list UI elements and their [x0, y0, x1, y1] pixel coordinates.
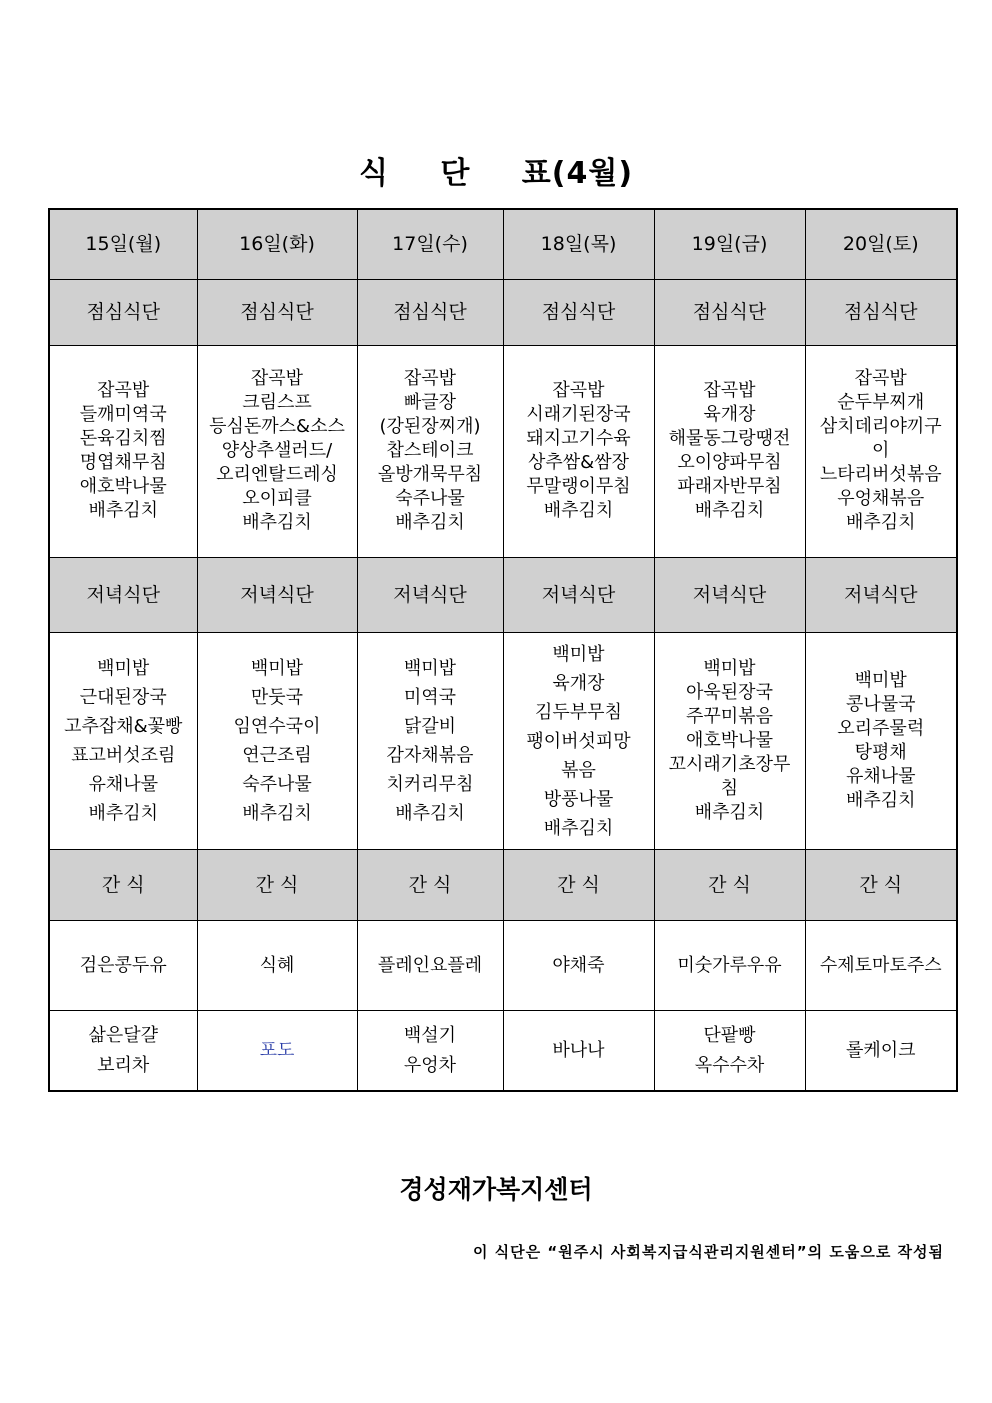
menu-item: 연근조림 — [242, 745, 312, 767]
center-name: 경성재가복지센터 — [399, 1175, 593, 1204]
menu-item: 닭갈비 — [403, 716, 457, 738]
snack-item: 검은콩두유 — [49, 921, 197, 1011]
snack-item: 보리차 — [97, 1054, 150, 1076]
snack-header: 간 식 — [654, 850, 805, 921]
menu-item: 만둣국 — [250, 687, 304, 709]
snack-cell — [503, 1011, 654, 1091]
menu-item: 육개장 — [703, 404, 756, 426]
snack-item: 단팥빵 — [703, 1024, 756, 1046]
lunch-cell — [49, 345, 197, 557]
day-header: 18일(목) — [503, 209, 654, 279]
menu-item: 오리엔탈드레싱 — [216, 464, 338, 486]
snack-header: 간 식 — [503, 850, 654, 921]
menu-item: 백미밥 — [552, 643, 605, 665]
snack-row-2 — [49, 1011, 957, 1091]
menu-item: 김두부무침 — [535, 701, 622, 723]
meal-plan-table — [48, 208, 958, 1092]
snack-item: 삶은달걀 — [88, 1024, 159, 1046]
dinner-cell — [654, 632, 805, 849]
day-header: 20일(토) — [805, 209, 957, 279]
menu-item: 백미밥 — [97, 658, 150, 680]
snack-cell — [654, 1011, 805, 1091]
menu-item: 오리주물럭 — [837, 718, 925, 740]
menu-item: 크림스프 — [242, 392, 312, 414]
menu-item: 시래기된장국 — [526, 404, 631, 426]
dinner-header-row — [49, 557, 957, 632]
snack-item: 미숫가루우유 — [654, 921, 805, 1011]
snack-header: 간 식 — [49, 850, 197, 921]
menu-item: 배추김치 — [88, 500, 159, 522]
date-header-row — [49, 209, 957, 279]
menu-item: 잡곡밥 — [250, 368, 304, 390]
snack-item: 수제토마토주스 — [805, 921, 957, 1011]
menu-item: 표고버섯조림 — [71, 745, 176, 767]
menu-item: 치커리무침 — [386, 774, 474, 796]
dinner-header: 저녁식단 — [357, 557, 503, 632]
dinner-header: 저녁식단 — [654, 557, 805, 632]
menu-item: 유채나물 — [845, 766, 916, 788]
menu-item: 콩나물국 — [845, 694, 916, 716]
dinner-header: 저녁식단 — [503, 557, 654, 632]
snack-header-row — [49, 850, 957, 921]
lunch-header: 점심식단 — [805, 279, 957, 345]
menu-item: 오이양파무침 — [677, 452, 782, 474]
menu-item: 고추잡채&꽃빵 — [64, 716, 183, 738]
dinner-row — [49, 632, 957, 849]
menu-item: 배추김치 — [543, 500, 614, 522]
dinner-header: 저녁식단 — [49, 557, 197, 632]
day-header: 17일(수) — [357, 209, 503, 279]
menu-item: 감자채볶음 — [386, 745, 474, 767]
menu-item: 파래자반무침 — [677, 476, 782, 498]
menu-item: 등심돈까스&소스 — [209, 416, 345, 438]
menu-item: 배추김치 — [694, 500, 765, 522]
lunch-header-row — [49, 279, 957, 345]
snack-cell — [197, 1011, 357, 1091]
menu-item: 잡곡밥 — [403, 368, 457, 390]
menu-item: 잡곡밥 — [552, 380, 605, 402]
menu-item: 배추김치 — [395, 512, 465, 534]
menu-item: 임연수국이 — [233, 716, 321, 738]
menu-item: 배추김치 — [845, 790, 916, 812]
day-header: 16일(화) — [197, 209, 357, 279]
snack-item: 야채죽 — [503, 921, 654, 1011]
dinner-header: 저녁식단 — [805, 557, 957, 632]
menu-item: 숙주나물 — [395, 488, 465, 510]
menu-item: 들깨미역국 — [79, 404, 167, 426]
menu-item: 잡곡밥 — [854, 368, 907, 390]
lunch-cell — [805, 345, 957, 557]
menu-item: 해물동그랑땡전 — [668, 428, 791, 450]
menu-item: 순두부찌개 — [837, 392, 925, 414]
snack-item: 롤케이크 — [845, 1039, 916, 1061]
menu-item: 미역국 — [403, 687, 457, 709]
menu-item: 양상추샐러드/ — [221, 440, 333, 462]
menu-item: 주꾸미볶음 — [686, 706, 773, 728]
menu-item: 탕평채 — [854, 742, 907, 764]
snack-item: 우엉차 — [403, 1054, 457, 1076]
lunch-header: 점심식단 — [654, 279, 805, 345]
menu-item: 배추김치 — [694, 802, 765, 824]
lunch-cell — [357, 345, 503, 557]
menu-item: 배추김치 — [543, 817, 614, 839]
lunch-header: 점심식단 — [503, 279, 654, 345]
menu-item: 백미밥 — [703, 658, 756, 680]
day-header: 15일(월) — [49, 209, 197, 279]
lunch-cell — [197, 345, 357, 557]
menu-item: 유채나물 — [88, 774, 159, 796]
menu-item: 명엽채무침 — [79, 452, 167, 474]
snack-item: 바나나 — [552, 1039, 605, 1061]
dinner-cell — [357, 632, 503, 849]
lunch-cell — [654, 345, 805, 557]
menu-item: 느타리버섯볶음 — [819, 464, 942, 486]
menu-item: 잡곡밥 — [703, 380, 756, 402]
menu-item: 우엉채볶음 — [837, 488, 925, 510]
dinner-header: 저녁식단 — [197, 557, 357, 632]
menu-item: 돼지고기수육 — [526, 428, 631, 450]
snack-row-1 — [49, 921, 957, 1011]
snack-cell — [49, 1011, 197, 1091]
menu-item: 돈육김치찜 — [79, 428, 167, 450]
snack-cell — [805, 1011, 957, 1091]
menu-item: 백미밥 — [250, 658, 304, 680]
menu-item: 백미밥 — [854, 670, 907, 692]
snack-header: 간 식 — [197, 850, 357, 921]
dinner-cell — [503, 632, 654, 849]
menu-item: 배추김치 — [88, 803, 159, 825]
menu-item: 애호박나물 — [79, 476, 167, 498]
snack-item: 포도 — [259, 1039, 295, 1061]
menu-item: 팽이버섯피망 — [526, 730, 631, 752]
day-header: 19일(금) — [654, 209, 805, 279]
menu-item: 꼬시래기초장무 — [668, 754, 791, 776]
lunch-row — [49, 345, 957, 557]
menu-item: 침 — [720, 778, 739, 800]
snack-header: 간 식 — [357, 850, 503, 921]
menu-item: 숙주나물 — [242, 774, 312, 796]
snack-item: 플레인요플레 — [357, 921, 503, 1011]
menu-item: 빠글장 — [403, 392, 457, 414]
snack-cell — [357, 1011, 503, 1091]
dinner-cell — [805, 632, 957, 849]
menu-item: 상추쌈&쌈장 — [528, 452, 629, 474]
menu-item: 올방개묵무침 — [377, 464, 483, 486]
menu-item: 볶음 — [561, 759, 596, 781]
lunch-header: 점심식단 — [49, 279, 197, 345]
menu-item: 방풍나물 — [543, 788, 614, 810]
menu-item: 삼치데리야끼구 — [819, 416, 942, 438]
menu-item: 배추김치 — [242, 512, 312, 534]
lunch-header: 점심식단 — [197, 279, 357, 345]
snack-header: 간 식 — [805, 850, 957, 921]
menu-item: 잡곡밥 — [97, 380, 150, 402]
dinner-cell — [197, 632, 357, 849]
menu-item: (강된장찌개) — [379, 416, 481, 438]
menu-item: 무말랭이무침 — [526, 476, 631, 498]
menu-item: 오이피클 — [242, 488, 312, 510]
menu-item: 근대된장국 — [79, 687, 167, 709]
menu-item: 이 — [872, 440, 890, 462]
snack-item: 백설기 — [403, 1024, 457, 1046]
menu-item: 배추김치 — [242, 803, 312, 825]
dinner-cell — [49, 632, 197, 849]
page-title: 식 단 표(4월) — [358, 156, 634, 191]
snack-item: 옥수수차 — [694, 1054, 765, 1076]
snack-item: 식혜 — [197, 921, 357, 1011]
menu-item: 배추김치 — [845, 512, 916, 534]
lunch-header: 점심식단 — [357, 279, 503, 345]
menu-item: 아욱된장국 — [686, 682, 773, 704]
menu-item: 배추김치 — [395, 803, 465, 825]
lunch-cell — [503, 345, 654, 557]
menu-item: 육개장 — [552, 672, 605, 694]
menu-item: 찹스테이크 — [386, 440, 474, 462]
footer-note: 이 식단은 “원주시 사회복지급식관리지원센터”의 도움으로 작성됨 — [472, 1243, 944, 1261]
menu-item: 애호박나물 — [686, 730, 773, 752]
menu-item: 백미밥 — [403, 658, 457, 680]
